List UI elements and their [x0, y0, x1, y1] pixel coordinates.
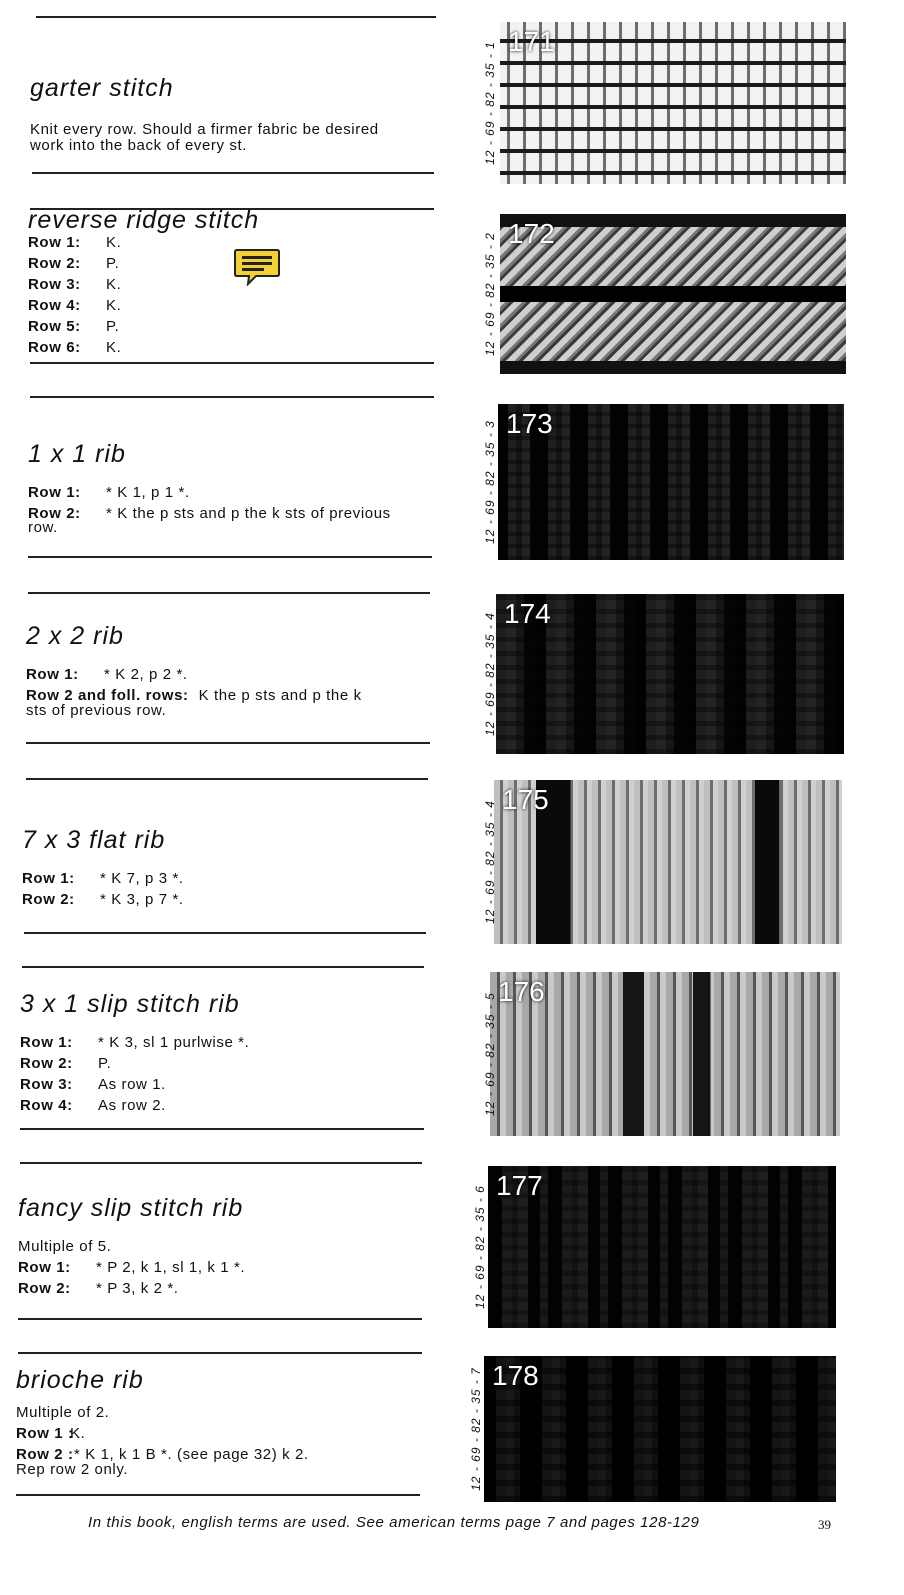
divider [30, 362, 434, 364]
row-continuation: Rep row 2 only. [16, 1461, 129, 1478]
divider [36, 16, 436, 18]
pattern-code: 12 - 69 - 82 - 35 - 5 [483, 992, 497, 1116]
row-instruction: Row 2 and foll. rows: K the p sts and p the k [26, 687, 362, 704]
pattern-code: 12 - 69 - 82 - 35 - 3 [483, 420, 497, 544]
divider [30, 396, 434, 398]
section-intro: Multiple of 5. [18, 1238, 112, 1255]
divider [22, 966, 424, 968]
row-instruction: Row 6: K. [28, 339, 122, 356]
footer-note: In this book, english terms are used. See american terms page 7 and pages 128-129 [88, 1514, 700, 1531]
divider [16, 1494, 420, 1496]
row-instructions [18, 1236, 245, 1299]
swatch-photo [500, 214, 846, 374]
divider [18, 1318, 422, 1320]
row-instruction: Row 2: * P 3, k 2 *. [18, 1280, 179, 1297]
row-instruction: Row 2: * K 3, p 7 *. [22, 891, 184, 908]
section-title: garter stitch [30, 74, 174, 102]
row-instruction: Row 1: * K 3, sl 1 purlwise *. [20, 1034, 250, 1051]
row-instruction: Row 4: As row 2. [20, 1097, 166, 1114]
swatch-number: 175 [502, 784, 549, 815]
divider [28, 592, 430, 594]
row-instruction: Row 2: P. [20, 1055, 112, 1072]
comment-note-icon[interactable] [234, 248, 280, 286]
section-description [30, 122, 379, 154]
row-instruction: Row 2: * K the p sts and p the k sts of previous [28, 505, 391, 522]
swatch-number: 173 [506, 408, 553, 439]
swatch-number: 178 [492, 1360, 539, 1391]
pattern-code: 12 - 69 - 82 - 35 - 6 [473, 1185, 487, 1309]
row-instructions [16, 1402, 309, 1478]
section-intro: Multiple of 2. [16, 1404, 110, 1421]
row-instruction: Row 1: * K 2, p 2 *. [26, 666, 188, 683]
pattern-code: 12 - 69 - 82 - 35 - 7 [469, 1367, 483, 1491]
swatch-number: 177 [496, 1170, 543, 1201]
section-title: 3 x 1 slip stitch rib [20, 990, 240, 1018]
swatch-number: 176 [498, 976, 545, 1007]
row-instructions [28, 232, 121, 358]
divider [18, 1352, 422, 1354]
pattern-code: 12 - 69 - 82 - 35 - 1 [483, 41, 497, 165]
row-instruction: Row 4: K. [28, 297, 122, 314]
row-instruction: Row 1: * K 7, p 3 *. [22, 870, 184, 887]
section-title: reverse ridge stitch [28, 206, 260, 234]
divider [26, 778, 428, 780]
row-instruction: Row 1: * P 2, k 1, sl 1, k 1 *. [18, 1259, 246, 1276]
section-title: 1 x 1 rib [28, 440, 126, 468]
row-instruction: Row 2 :* K 1, k 1 B *. (see page 32) k 2. [16, 1446, 309, 1463]
row-instruction: Row 3: As row 1. [20, 1076, 166, 1093]
row-instructions [28, 482, 391, 536]
row-instruction: Row 3: K. [28, 276, 122, 293]
description-line: Knit every row. Should a firmer fabric be desired [30, 121, 379, 138]
pattern-code: 12 - 69 - 82 - 35 - 4 [483, 800, 497, 924]
swatch-photo [494, 780, 842, 944]
divider [20, 1162, 422, 1164]
row-instructions [26, 664, 362, 719]
divider [26, 742, 430, 744]
row-instruction: Row 1: * K 1, p 1 *. [28, 484, 190, 501]
swatch-photo [500, 22, 846, 184]
swatch-photo [484, 1356, 836, 1502]
row-continuation: row. [28, 519, 58, 536]
swatch-number: 171 [508, 26, 555, 57]
row-instructions [20, 1032, 249, 1116]
pattern-code: 12 - 69 - 82 - 35 - 4 [483, 612, 497, 736]
divider [32, 172, 434, 174]
page-number: 39 [818, 1517, 831, 1532]
section-title: 7 x 3 flat rib [22, 826, 166, 854]
row-instruction: Row 2: P. [28, 255, 120, 272]
divider [24, 932, 426, 934]
divider [20, 1128, 424, 1130]
row-instruction: Row 5: P. [28, 318, 120, 335]
swatch-photo [496, 594, 844, 754]
row-instruction: Row 1: K. [28, 234, 122, 251]
swatch-number: 172 [508, 218, 555, 249]
row-instructions [22, 868, 184, 910]
swatch-photo [488, 1166, 836, 1328]
swatch-photo [498, 404, 844, 560]
row-instruction: Row 1 :K. [16, 1425, 86, 1442]
swatch-photo [490, 972, 840, 1136]
section-title: 2 x 2 rib [26, 622, 124, 650]
swatch-number: 174 [504, 598, 551, 629]
description-line: work into the back of every st. [30, 137, 248, 154]
divider [28, 556, 432, 558]
pattern-code: 12 - 69 - 82 - 35 - 2 [483, 232, 497, 356]
row-continuation: sts of previous row. [26, 702, 167, 719]
section-title: brioche rib [16, 1366, 144, 1394]
section-title: fancy slip stitch rib [18, 1194, 244, 1222]
